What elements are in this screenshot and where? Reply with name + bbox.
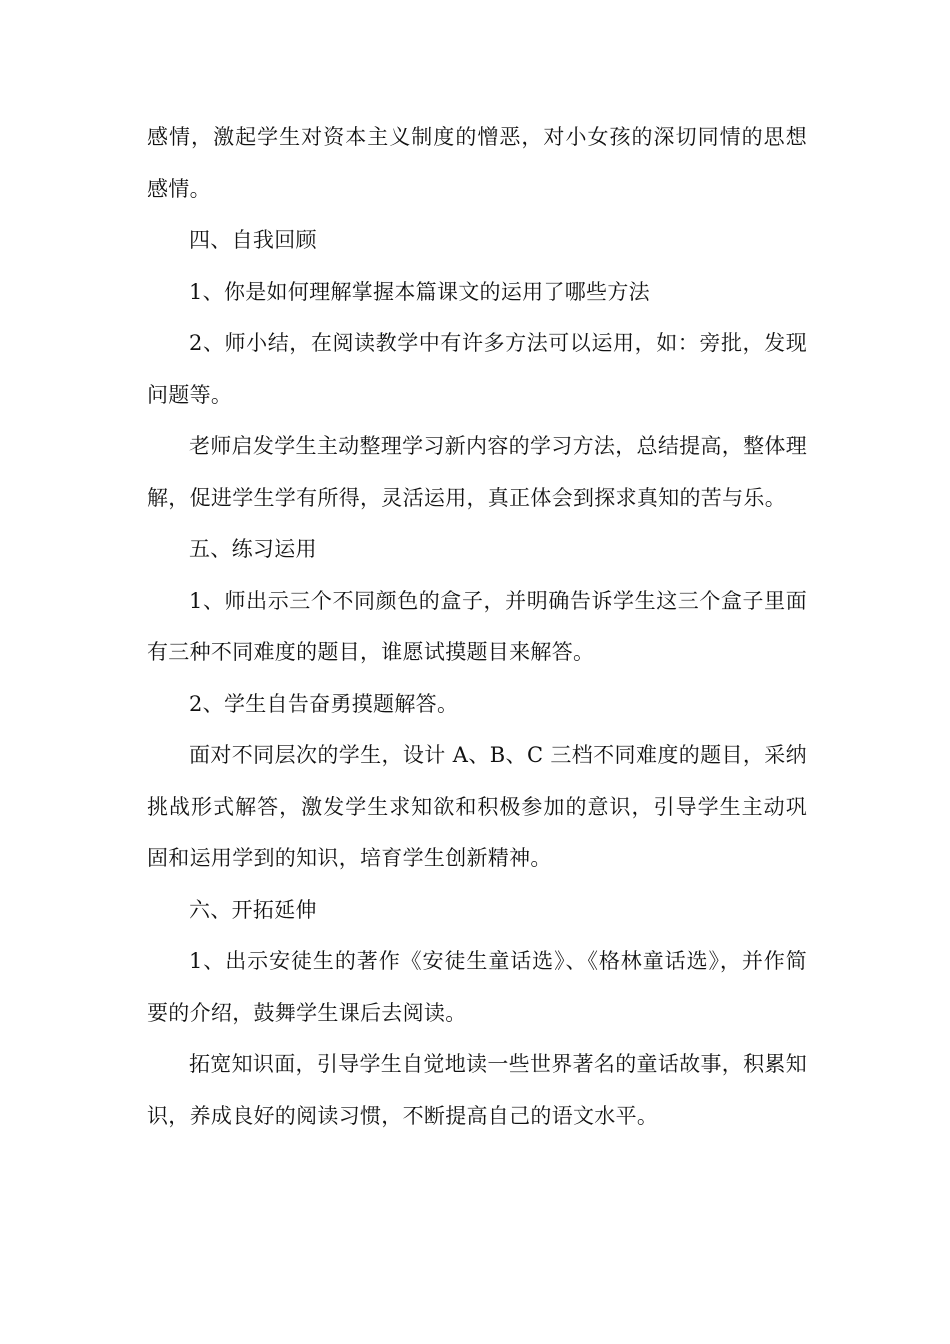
paragraph: 面对不同层次的学生，设计 A、B、C 三档不同难度的题目，采纳挑战形式解答，激发学生求知欲和积极参加的意识，引导学生主动巩固和运用学到的知识，培育学生创新精神。	[147, 743, 807, 870]
paragraph: 2、学生自告奋勇摸题解答。	[189, 691, 459, 716]
paragraph: 1、师出示三个不同颜色的盒子，并明确告诉学生这三个盒子里面有三种不同难度的题目，谁愿试摸题目来解答。	[147, 588, 807, 664]
section-heading-practice: 五、练习运用	[189, 537, 317, 561]
paragraph: 2、师小结，在阅读教学中有许多方法可以运用，如：旁批，发现问题等。	[147, 331, 807, 407]
section-heading-extension: 六、开拓延伸	[189, 897, 317, 922]
paragraph: 1、出示安徒生的著作《安徒生童话选》、《格林童话选》，并作简要的介绍，鼓舞学生课后去阅读。	[147, 949, 807, 1025]
paragraph: 1、你是如何理解掌握本篇课文的运用了哪些方法	[189, 279, 650, 304]
paragraph: 拓宽知识面，引导学生自觉地读一些世界著名的童话故事，积累知识，养成良好的阅读习惯，不断提高自己的语文水平。	[147, 1052, 807, 1128]
paragraph: 老师启发学生主动整理学习新内容的学习方法，总结提高，整体理解，促进学生学有所得，灵活运用，真正体会到探求真知的苦与乐。	[147, 434, 807, 510]
paragraph-continuation: 感情，激起学生对资本主义制度的憎恶，对小女孩的深切同情的思想感情。	[147, 125, 807, 201]
document-body	[147, 112, 807, 1142]
section-heading-self-review: 四、自我回顾	[189, 228, 317, 252]
